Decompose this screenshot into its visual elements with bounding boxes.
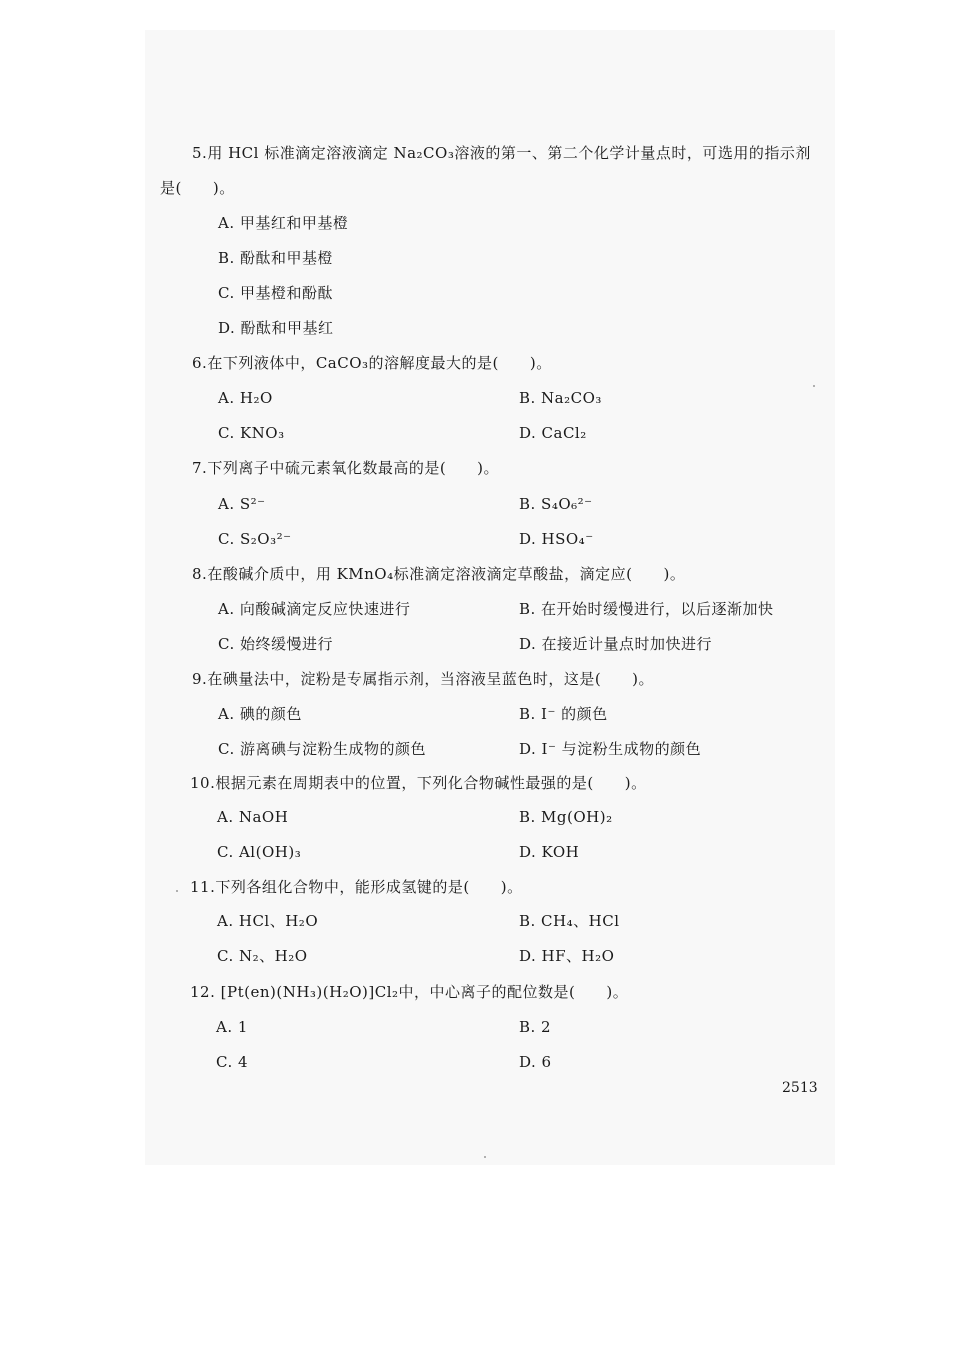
- question-12-option-a: A. 1: [216, 1018, 248, 1036]
- question-10-option-b: B. Mg(OH)₂: [519, 808, 613, 826]
- question-9-option-c: C. 游离碘与淀粉生成物的颜色: [218, 740, 426, 758]
- question-12-option-b: B. 2: [519, 1018, 552, 1036]
- question-7-stem: 7.下列离子中硫元素氧化数最高的是( )。: [192, 459, 500, 477]
- question-7-option-a: A. S²⁻: [218, 495, 266, 513]
- question-11-option-d: D. HF、H₂O: [519, 947, 615, 965]
- question-6-stem: 6.在下列液体中，CaCO₃的溶解度最大的是( )。: [192, 354, 552, 372]
- question-6-option-d: D. CaCl₂: [519, 424, 587, 442]
- question-7-option-c: C. S₂O₃²⁻: [218, 530, 292, 548]
- question-9-option-a: A. 碘的颜色: [218, 705, 302, 723]
- question-8-option-b: B. 在开始时缓慢进行，以后逐渐加快: [519, 600, 774, 618]
- question-9-stem: 9.在碘量法中，淀粉是专属指示剂，当溶液呈蓝色时，这是( )。: [192, 670, 655, 688]
- question-6-option-b: B. Na₂CO₃: [519, 389, 602, 407]
- question-10-option-a: A. NaOH: [217, 808, 289, 826]
- question-8-option-c: C. 始终缓慢进行: [218, 635, 333, 653]
- question-5-option-d: D. 酚酞和甲基红: [218, 319, 334, 337]
- question-5-stem-continued: 是( )。: [160, 179, 235, 197]
- question-6-option-c: C. KNO₃: [218, 424, 285, 442]
- question-12-option-d: D. 6: [519, 1053, 552, 1071]
- question-11-option-c: C. N₂、H₂O: [217, 947, 308, 965]
- question-5-stem: 5.用 HCl 标准滴定溶液滴定 Na₂CO₃溶液的第一、第二个化学计量点时，可选用的指示剂: [192, 144, 811, 162]
- question-8-option-a: A. 向酸碱滴定反应快速进行: [218, 600, 411, 618]
- question-12-stem: 12. [Pt(en)(NH₃)(H₂O)]Cl₂中，中心离子的配位数是( )。: [190, 983, 629, 1001]
- scan-speck: [484, 1156, 486, 1158]
- question-10-option-d: D. KOH: [519, 843, 580, 861]
- question-7-option-d: D. HSO₄⁻: [519, 530, 594, 548]
- question-9-option-d: D. I⁻ 与淀粉生成物的颜色: [519, 740, 702, 758]
- question-10-stem: 10.根据元素在周期表中的位置，下列化合物碱性最强的是( )。: [190, 774, 647, 792]
- question-11-option-b: B. CH₄、HCl: [519, 912, 620, 930]
- question-8-option-d: D. 在接近计量点时加快进行: [519, 635, 713, 653]
- question-10-option-c: C. Al(OH)₃: [217, 843, 302, 861]
- question-11-stem: 11.下列各组化合物中，能形成氢键的是( )。: [190, 878, 523, 896]
- question-6-option-a: A. H₂O: [218, 389, 273, 407]
- question-5-option-a: A. 甲基红和甲基橙: [218, 214, 349, 232]
- question-5-option-c: C. 甲基橙和酚酞: [218, 284, 333, 302]
- question-7-option-b: B. S₄O₆²⁻: [519, 495, 593, 513]
- scan-speck: [176, 890, 178, 892]
- page-number: 2513: [782, 1080, 818, 1096]
- question-9-option-b: B. I⁻ 的颜色: [519, 705, 608, 723]
- question-12-option-c: C. 4: [216, 1053, 249, 1071]
- question-11-option-a: A. HCl、H₂O: [217, 912, 319, 930]
- question-8-stem: 8.在酸碱介质中，用 KMnO₄标准滴定溶液滴定草酸盐，滴定应( )。: [192, 565, 686, 583]
- question-5-option-b: B. 酚酞和甲基橙: [218, 249, 334, 267]
- scan-speck: [813, 385, 815, 387]
